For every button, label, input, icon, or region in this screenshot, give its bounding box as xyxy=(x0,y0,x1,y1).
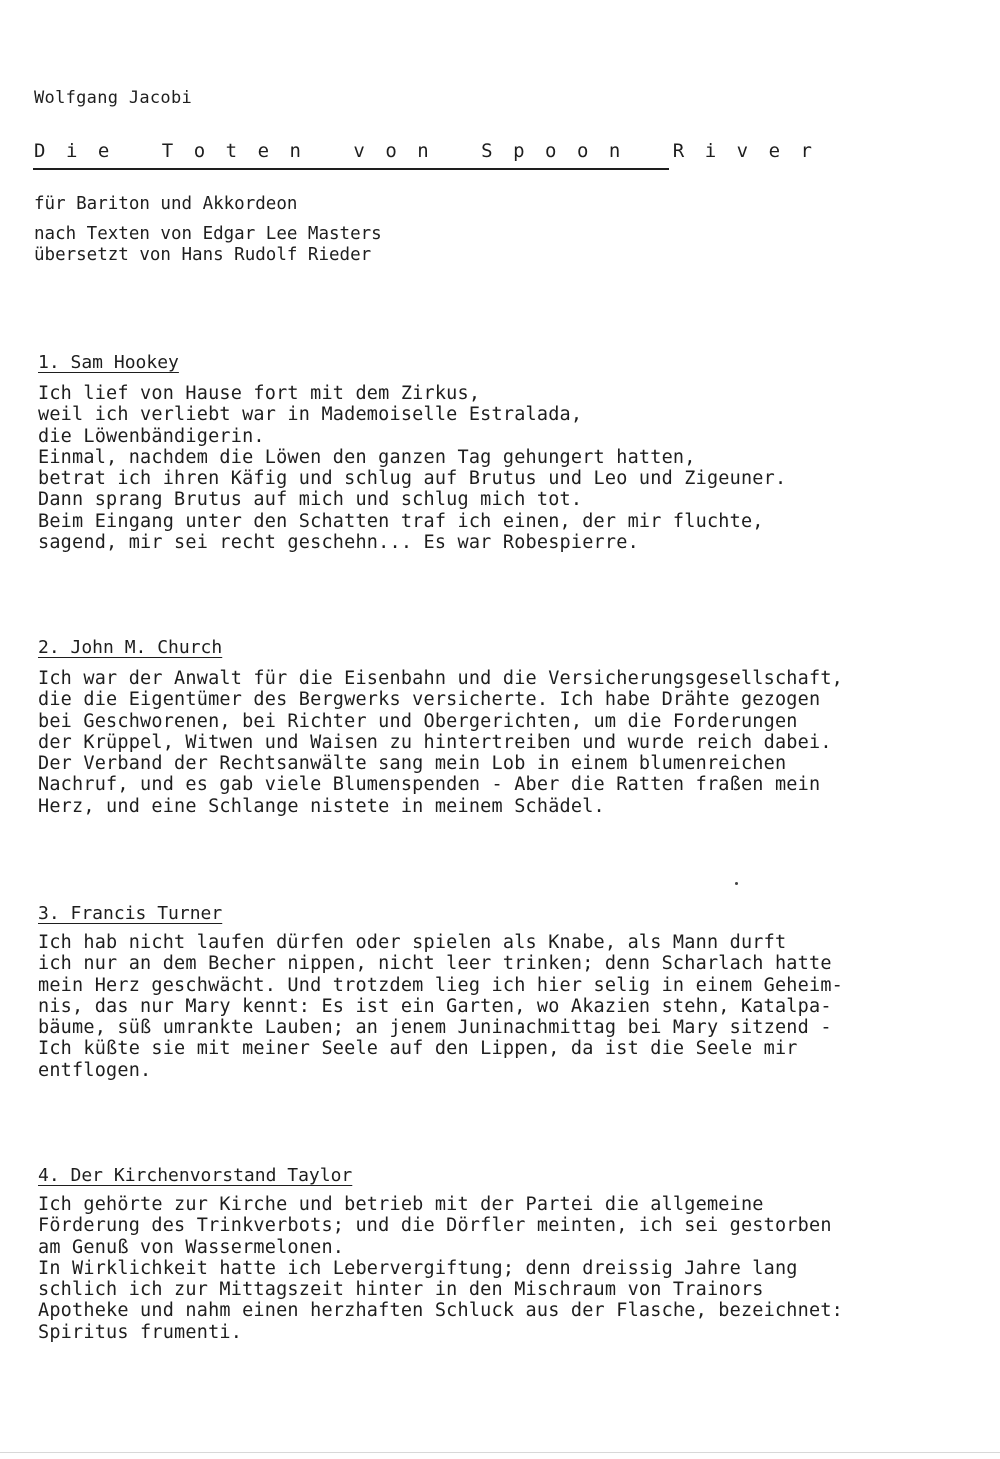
text-line: am Genuß von Wassermelonen. xyxy=(38,1236,345,1258)
text-line: sagend, mir sei recht geschehn... Es war Robespierre. xyxy=(38,532,639,554)
section-body-john-m-church xyxy=(38,668,843,817)
text-line: In Wirklichkeit hatte ich Lebervergiftung; denn dreissig Jahre lang xyxy=(38,1257,798,1279)
text-line: die Löwenbändigerin. xyxy=(38,425,265,447)
section-heading-john-m-church: 2. John M. Church xyxy=(38,637,223,658)
text-line: entflogen. xyxy=(38,1059,152,1081)
section-body-francis-turner xyxy=(38,932,843,1081)
text-line: betrat ich ihren Käfig und schlug auf Brutus und Leo und Zigeuner. xyxy=(38,468,787,490)
source-line: nach Texten von Edgar Lee Masters xyxy=(34,224,382,244)
section-heading-kirchenvorstand-taylor: 4. Der Kirchenvorstand Taylor xyxy=(38,1165,353,1186)
text-line: bäume, süß umrankte Lauben; an jenem Juninachmittag bei Mary sitzend - xyxy=(38,1017,832,1039)
text-line: Dann sprang Brutus auf mich und schlug mich tot. xyxy=(38,489,583,511)
section-heading-francis-turner: 3. Francis Turner xyxy=(38,903,223,924)
text-line: Einmal, nachdem die Löwen den ganzen Tag gehungert hatten, xyxy=(38,446,696,468)
section-heading-sam-hookey: 1. Sam Hookey xyxy=(38,352,179,373)
text-source xyxy=(34,224,382,266)
text-line: bei Geschworenen, bei Richter und Obergerichten, um die Forderungen xyxy=(38,710,798,732)
text-line: Ich hab nicht laufen dürfen oder spielen als Knabe, als Mann durft xyxy=(38,932,787,953)
paper-speck xyxy=(735,882,738,885)
text-line: schlich ich zur Mittagszeit hinter in den Mischraum von Trainors xyxy=(38,1279,764,1301)
title-underline xyxy=(33,168,669,170)
text-line: die die Eigentümer des Bergwerks versicherte. Ich habe Drähte gezogen xyxy=(38,689,821,711)
source-line: übersetzt von Hans Rudolf Rieder xyxy=(34,245,372,265)
text-line: der Krüppel, Witwen und Waisen zu hintertreiben und wurde reich dabei. xyxy=(38,731,832,753)
text-line: Herz, und eine Schlange nistete in meinem Schädel. xyxy=(38,795,605,817)
section-body-kirchenvorstand-taylor xyxy=(38,1194,843,1343)
work-title: Die Toten von Spoon River xyxy=(34,140,833,162)
text-line: weil ich verliebt war in Mademoiselle Estralada, xyxy=(38,404,583,426)
text-line: Apotheke und nahm einen herzhaften Schluck aus der Flasche, bezeichnet: xyxy=(38,1300,843,1322)
text-line: mein Herz geschwächt. Und trotzdem lieg ich hier selig in einem Geheim- xyxy=(38,974,843,996)
text-line: Der Verband der Rechtsanwälte sang mein Lob in einem blumenreichen xyxy=(38,753,787,775)
text-line: ich nur an dem Becher nippen, nicht leer trinken; denn Scharlach hatte xyxy=(38,953,832,975)
text-line: Beim Eingang unter den Schatten traf ich einen, der mir fluchte, xyxy=(38,510,764,532)
text-line: Spiritus frumenti. xyxy=(38,1321,243,1343)
text-line: Ich war der Anwalt für die Eisenbahn und die Versicherungsgesellschaft, xyxy=(38,668,843,689)
text-line: Nachruf, und es gab viele Blumenspenden - Aber die Ratten fraßen mein xyxy=(38,774,821,796)
text-line: Ich lief von Hause fort mit dem Zirkus, xyxy=(38,383,481,404)
page-edge-line xyxy=(0,1452,1000,1453)
instrumentation: für Bariton und Akkordeon xyxy=(34,194,298,214)
section-body-sam-hookey xyxy=(38,383,786,553)
text-line: Ich gehörte zur Kirche und betrieb mit der Partei die allgemeine xyxy=(38,1194,764,1215)
text-line: nis, das nur Mary kennt: Es ist ein Garten, wo Akazien stehn, Katalpa- xyxy=(38,995,832,1017)
composer-name: Wolfgang Jacobi xyxy=(34,88,193,108)
text-line: Ich küßte sie mit meiner Seele auf den Lippen, da ist die Seele mir xyxy=(38,1038,798,1060)
text-line: Förderung des Trinkverbots; und die Dörfler meinten, ich sei gestorben xyxy=(38,1215,832,1237)
